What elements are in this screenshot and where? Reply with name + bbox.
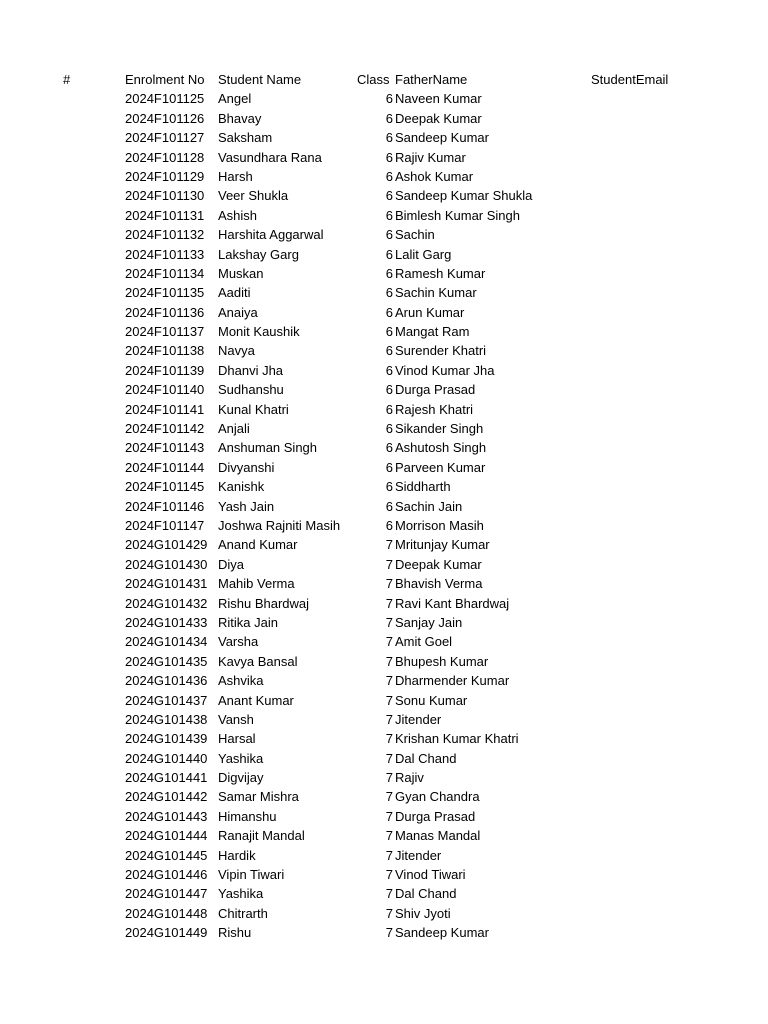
table-row — [0, 303, 768, 322]
class-cell: 7 — [385, 808, 393, 824]
table-row — [0, 89, 768, 108]
enrolment-no-cell: 2024G101448 — [125, 905, 208, 921]
class-cell: 7 — [385, 673, 393, 689]
table-row — [0, 904, 768, 923]
student-name-cell: Yash Jain — [218, 498, 275, 514]
enrolment-no-cell: 2024F101146 — [125, 498, 205, 514]
class-cell: 6 — [385, 168, 393, 184]
enrolment-no-cell: 2024G101438 — [125, 711, 208, 727]
enrolment-no-cell: 2024F101140 — [125, 382, 205, 398]
table-row — [0, 497, 768, 516]
class-cell: 6 — [385, 421, 393, 437]
table-row — [0, 148, 768, 167]
student-name-cell: Ashish — [218, 207, 258, 223]
student-name-cell: Anjali — [218, 421, 250, 437]
enrolment-no-cell: 2024G101444 — [125, 828, 208, 844]
header-student-email: StudentEmail — [591, 72, 669, 87]
class-cell: 6 — [385, 459, 393, 475]
table-row — [0, 652, 768, 671]
father-name-cell: Ashok Kumar — [395, 168, 474, 184]
student-name-cell: Vasundhara Rana — [218, 149, 322, 165]
father-name-cell: Dal Chand — [395, 886, 457, 902]
father-name-cell: Deepak Kumar — [395, 110, 482, 126]
class-cell: 7 — [385, 789, 393, 805]
class-cell: 7 — [385, 847, 393, 863]
class-cell: 7 — [385, 731, 393, 747]
father-name-cell: Rajiv — [395, 770, 424, 786]
table-row — [0, 671, 768, 690]
table-row — [0, 477, 768, 496]
father-name-cell: Durga Prasad — [395, 808, 476, 824]
enrolment-no-cell: 2024G101432 — [125, 595, 208, 611]
enrolment-no-cell: 2024G101441 — [125, 770, 208, 786]
class-cell: 6 — [385, 265, 393, 281]
enrolment-no-cell: 2024F101139 — [125, 362, 205, 378]
father-name-cell: Naveen Kumar — [395, 91, 482, 107]
father-name-cell: Dal Chand — [395, 750, 457, 766]
enrolment-no-cell: 2024G101442 — [125, 789, 208, 805]
class-cell: 6 — [385, 149, 393, 165]
student-name-cell: Sudhanshu — [218, 382, 284, 398]
father-name-cell: Manas Mandal — [395, 828, 481, 844]
enrolment-no-cell: 2024G101430 — [125, 556, 208, 572]
class-cell: 7 — [385, 770, 393, 786]
class-cell: 6 — [385, 440, 393, 456]
table-row — [0, 923, 768, 942]
student-name-cell: Anant Kumar — [218, 692, 294, 708]
enrolment-no-cell: 2024F101129 — [125, 168, 205, 184]
enrolment-no-cell: 2024F101125 — [125, 91, 205, 107]
enrolment-no-cell: 2024G101445 — [125, 847, 208, 863]
father-name-cell: Parveen Kumar — [395, 459, 486, 475]
father-name-cell: Arun Kumar — [395, 304, 465, 320]
father-name-cell: Shiv Jyoti — [395, 905, 451, 921]
enrolment-no-cell: 2024G101435 — [125, 653, 208, 669]
class-cell: 6 — [385, 285, 393, 301]
class-cell: 7 — [385, 595, 393, 611]
enrolment-no-cell: 2024G101433 — [125, 614, 208, 630]
father-name-cell: Sandeep Kumar — [395, 925, 489, 941]
class-cell: 7 — [385, 905, 393, 921]
student-name-cell: Samar Mishra — [218, 789, 299, 805]
father-name-cell: Jitender — [395, 847, 442, 863]
table-row — [0, 128, 768, 147]
class-cell: 6 — [385, 207, 393, 223]
student-name-cell: Joshwa Rajniti Masih — [218, 517, 341, 533]
class-cell: 6 — [385, 401, 393, 417]
student-name-cell: Anaiya — [218, 304, 258, 320]
father-name-cell: Lalit Garg — [395, 246, 452, 262]
header-enrolment-no: Enrolment No — [125, 72, 205, 87]
table-row — [0, 691, 768, 710]
student-name-cell: Ashvika — [218, 673, 264, 689]
father-name-cell: Sandeep Kumar — [395, 130, 489, 146]
father-name-cell: Rajiv Kumar — [395, 149, 466, 165]
student-name-cell: Harsal — [218, 731, 256, 747]
table-row — [0, 109, 768, 128]
class-cell: 7 — [385, 750, 393, 766]
class-cell: 6 — [385, 91, 393, 107]
enrolment-no-cell: 2024G101429 — [125, 537, 208, 553]
enrolment-no-cell: 2024G101446 — [125, 867, 208, 883]
table-row — [0, 186, 768, 205]
student-name-cell: Vipin Tiwari — [218, 867, 285, 883]
father-name-cell: Mangat Ram — [395, 324, 470, 340]
class-cell: 7 — [385, 537, 393, 553]
enrolment-no-cell: 2024F101135 — [125, 285, 205, 301]
table-row — [0, 613, 768, 632]
class-cell: 7 — [385, 886, 393, 902]
father-name-cell: Bimlesh Kumar Singh — [395, 207, 520, 223]
father-name-cell: Gyan Chandra — [395, 789, 480, 805]
student-name-cell: Rishu — [218, 925, 252, 941]
student-name-cell: Muskan — [218, 265, 264, 281]
table-row — [0, 846, 768, 865]
table-row — [0, 768, 768, 787]
table-row — [0, 438, 768, 457]
table-row — [0, 206, 768, 225]
enrolment-no-cell: 2024F101131 — [125, 207, 205, 223]
student-name-cell: Lakshay Garg — [218, 246, 299, 262]
enrolment-no-cell: 2024F101138 — [125, 343, 205, 359]
father-name-cell: Sachin Kumar — [395, 285, 477, 301]
enrolment-no-cell: 2024F101127 — [125, 130, 205, 146]
father-name-cell: Bhupesh Kumar — [395, 653, 489, 669]
enrolment-no-cell: 2024F101137 — [125, 324, 205, 340]
enrolment-no-cell: 2024F101132 — [125, 227, 205, 243]
father-name-cell: Bhavish Verma — [395, 576, 483, 592]
table-row — [0, 458, 768, 477]
student-name-cell: Yashika — [218, 886, 264, 902]
father-name-cell: Siddharth — [395, 479, 451, 495]
student-name-cell: Rishu Bhardwaj — [218, 595, 310, 611]
class-cell: 6 — [385, 110, 393, 126]
header-hash: # — [63, 72, 71, 87]
table-row — [0, 884, 768, 903]
father-name-cell: Vinod Tiwari — [395, 867, 466, 883]
father-name-cell: Surender Khatri — [395, 343, 487, 359]
enrolment-no-cell: 2024G101443 — [125, 808, 208, 824]
student-name-cell: Ritika Jain — [218, 614, 278, 630]
enrolment-no-cell: 2024F101136 — [125, 304, 205, 320]
student-name-cell: Monit Kaushik — [218, 324, 300, 340]
student-name-cell: Aaditi — [218, 285, 251, 301]
table-row — [0, 632, 768, 651]
enrolment-no-cell: 2024F101142 — [125, 421, 205, 437]
student-name-cell: Navya — [218, 343, 255, 359]
class-cell: 6 — [385, 498, 393, 514]
class-cell: 7 — [385, 828, 393, 844]
class-cell: 7 — [385, 634, 393, 650]
table-row — [0, 710, 768, 729]
father-name-cell: Sikander Singh — [395, 421, 484, 437]
student-name-cell: Harshita Aggarwal — [218, 227, 324, 243]
father-name-cell: Sanjay Jain — [395, 614, 463, 630]
class-cell: 6 — [385, 479, 393, 495]
table-row — [0, 807, 768, 826]
father-name-cell: Sonu Kumar — [395, 692, 468, 708]
class-cell: 7 — [385, 925, 393, 941]
class-cell: 7 — [385, 711, 393, 727]
table-row — [0, 283, 768, 302]
enrolment-no-cell: 2024G101449 — [125, 925, 208, 941]
class-cell: 6 — [385, 188, 393, 204]
enrolment-no-cell: 2024F101144 — [125, 459, 205, 475]
table-row — [0, 245, 768, 264]
student-name-cell: Kunal Khatri — [218, 401, 289, 417]
class-cell: 6 — [385, 382, 393, 398]
student-name-cell: Kanishk — [218, 479, 265, 495]
table-row — [0, 516, 768, 535]
class-cell: 7 — [385, 867, 393, 883]
enrolment-no-cell: 2024F101133 — [125, 246, 205, 262]
enrolment-no-cell: 2024F101130 — [125, 188, 205, 204]
class-cell: 7 — [385, 556, 393, 572]
father-name-cell: Ramesh Kumar — [395, 265, 486, 281]
student-name-cell: Divyanshi — [218, 459, 275, 475]
class-cell: 7 — [385, 576, 393, 592]
student-name-cell: Bhavay — [218, 110, 262, 126]
father-name-cell: Amit Goel — [395, 634, 453, 650]
student-name-cell: Hardik — [218, 847, 256, 863]
table-row — [0, 574, 768, 593]
student-name-cell: Harsh — [218, 168, 253, 184]
student-name-cell: Yashika — [218, 750, 264, 766]
class-cell: 6 — [385, 246, 393, 262]
table-row — [0, 380, 768, 399]
student-name-cell: Digvijay — [218, 770, 264, 786]
class-cell: 6 — [385, 517, 393, 533]
father-name-cell: Vinod Kumar Jha — [395, 362, 495, 378]
table-row — [0, 749, 768, 768]
enrolment-no-cell: 2024F101141 — [125, 401, 205, 417]
father-name-cell: Rajesh Khatri — [395, 401, 474, 417]
enrolment-no-cell: 2024F101147 — [125, 517, 205, 533]
class-cell: 7 — [385, 692, 393, 708]
enrolment-no-cell: 2024F101143 — [125, 440, 205, 456]
class-cell: 6 — [385, 130, 393, 146]
father-name-cell: Jitender — [395, 711, 442, 727]
enrolment-no-cell: 2024F101126 — [125, 110, 205, 126]
table-row — [0, 419, 768, 438]
header-class: Class — [357, 72, 390, 87]
father-name-cell: Ashutosh Singh — [395, 440, 487, 456]
table-row — [0, 225, 768, 244]
enrolment-no-cell: 2024G101431 — [125, 576, 208, 592]
enrolment-no-cell: 2024F101145 — [125, 479, 205, 495]
student-name-cell: Mahib Verma — [218, 576, 295, 592]
table-row — [0, 865, 768, 884]
father-name-cell: Durga Prasad — [395, 382, 476, 398]
student-name-cell: Varsha — [218, 634, 259, 650]
father-name-cell: Sandeep Kumar Shukla — [395, 188, 533, 204]
father-name-cell: Krishan Kumar Khatri — [395, 731, 519, 747]
student-name-cell: Himanshu — [218, 808, 277, 824]
enrolment-no-cell: 2024G101440 — [125, 750, 208, 766]
table-row — [0, 322, 768, 341]
enrolment-no-cell: 2024G101437 — [125, 692, 208, 708]
father-name-cell: Morrison Masih — [395, 517, 484, 533]
table-row — [0, 826, 768, 845]
class-cell: 6 — [385, 227, 393, 243]
header-student-name: Student Name — [218, 72, 302, 87]
table-body — [0, 89, 768, 942]
header-father-name: FatherName — [395, 72, 468, 87]
enrolment-no-cell: 2024F101134 — [125, 265, 205, 281]
table-row — [0, 341, 768, 360]
class-cell: 6 — [385, 362, 393, 378]
father-name-cell: Sachin — [395, 227, 435, 243]
table-row — [0, 167, 768, 186]
student-name-cell: Chitrarth — [218, 905, 268, 921]
enrolment-no-cell: 2024F101128 — [125, 149, 205, 165]
student-name-cell: Vansh — [218, 711, 254, 727]
class-cell: 6 — [385, 324, 393, 340]
student-name-cell: Saksham — [218, 130, 273, 146]
student-name-cell: Angel — [218, 91, 252, 107]
class-cell: 7 — [385, 653, 393, 669]
table-row — [0, 555, 768, 574]
student-name-cell: Dhanvi Jha — [218, 362, 284, 378]
father-name-cell: Ravi Kant Bhardwaj — [395, 595, 510, 611]
table-row — [0, 594, 768, 613]
student-table — [0, 70, 768, 943]
student-name-cell: Kavya Bansal — [218, 653, 298, 669]
table-row — [0, 535, 768, 554]
father-name-cell: Dharmender Kumar — [395, 673, 510, 689]
student-name-cell: Diya — [218, 556, 245, 572]
father-name-cell: Mritunjay Kumar — [395, 537, 490, 553]
student-name-cell: Veer Shukla — [218, 188, 289, 204]
student-name-cell: Ranajit Mandal — [218, 828, 305, 844]
table-row — [0, 729, 768, 748]
table-header-row — [0, 70, 768, 89]
table-row — [0, 787, 768, 806]
table-row — [0, 400, 768, 419]
class-cell: 7 — [385, 614, 393, 630]
enrolment-no-cell: 2024G101434 — [125, 634, 208, 650]
enrolment-no-cell: 2024G101439 — [125, 731, 208, 747]
enrolment-no-cell: 2024G101447 — [125, 886, 208, 902]
table-row — [0, 361, 768, 380]
enrolment-no-cell: 2024G101436 — [125, 673, 208, 689]
class-cell: 6 — [385, 343, 393, 359]
class-cell: 6 — [385, 304, 393, 320]
table-row — [0, 264, 768, 283]
father-name-cell: Deepak Kumar — [395, 556, 482, 572]
student-name-cell: Anand Kumar — [218, 537, 298, 553]
student-name-cell: Anshuman Singh — [218, 440, 318, 456]
father-name-cell: Sachin Jain — [395, 498, 463, 514]
